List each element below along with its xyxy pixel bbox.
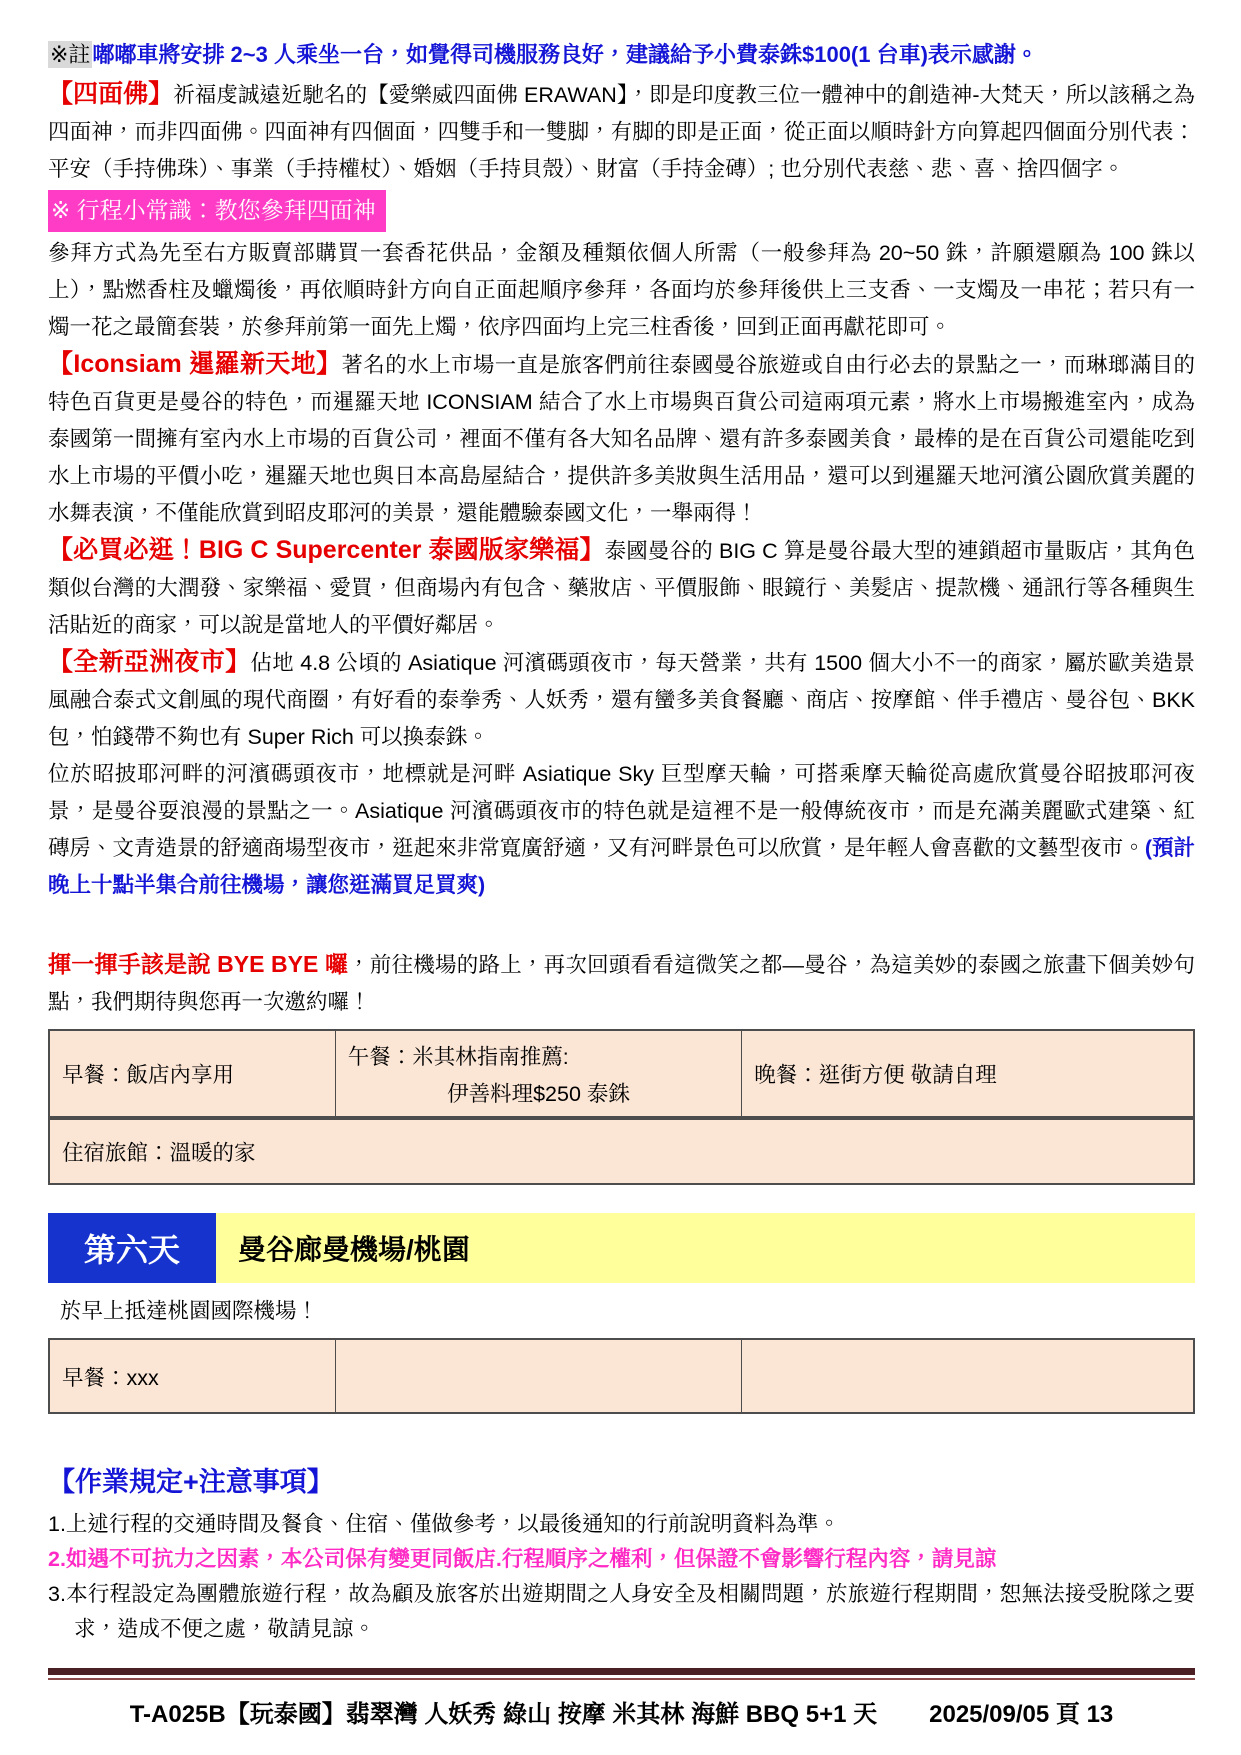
farewell-body: ，前往機場的路上，再次回頭看看這微笑之都—曼谷，為這美妙的泰國之旅畫下個美妙句點，我們期待與您再一次邀約囉！ — [48, 953, 1195, 1014]
asiatique-title: 【全新亞洲夜市】 — [48, 648, 251, 676]
dinner-cell: 晚餐：逛街方便 敬請自理 — [742, 1030, 1194, 1118]
bigc-paragraph — [48, 532, 1195, 644]
breakfast-cell: 早餐：飯店內享用 — [49, 1030, 335, 1118]
rule-item-1: 1.上述行程的交通時間及餐食、住宿、僅做參考，以最後通知的行前說明資料為準。 — [48, 1512, 840, 1536]
iconsiam-paragraph — [48, 346, 1195, 532]
footer-date: 2025/09/05 — [929, 1701, 1050, 1728]
asiatique-paragraph-1 — [48, 644, 1195, 756]
four-faced-buddha-title: 【四面佛】 — [48, 80, 174, 108]
day6-arrival-text: 於早上抵達桃園國際機場！ — [60, 1299, 319, 1323]
rule-item-2: 2.如遇不可抗力之因素，本公司保有變更同飯店.行程順序之權利，但保證不會影響行程內容，請見諒 — [48, 1547, 997, 1571]
asiatique-paragraph-2 — [48, 756, 1195, 904]
day6-breakfast-cell: 早餐：xxx — [49, 1339, 335, 1413]
bigc-body: 泰國曼谷的 BIG C 算是曼谷最大型的連鎖超市量販店，其角色類似台灣的大潤發、家樂福、愛買，但商場內有包含、藥妝店、平價服飾、眼鏡行、美髮店、提款機、通訊行等各種與生活貼近的商家，可以說是當地人的平價好鄰居。 — [48, 539, 1195, 637]
footer-tour-code: T-A025B【玩泰國】翡翠灣 人妖秀 綠山 按摩 米其林 海鮮 BBQ 5+1 天 — [129, 1701, 878, 1728]
footer-divider — [48, 1668, 1195, 1680]
day6-meal-table — [48, 1338, 1195, 1414]
lodging-cell: 住宿旅館：溫暖的家 — [49, 1118, 1194, 1184]
lunch-line-2: 伊善料理$250 泰銖 — [447, 1081, 630, 1106]
page-footer — [48, 1668, 1195, 1729]
day6-meal-row — [49, 1339, 1194, 1413]
lunch-line-1: 午餐：米其林指南推薦: — [347, 1044, 569, 1069]
day6-header — [48, 1213, 1195, 1283]
farewell-paragraph — [48, 946, 1195, 1021]
tip-highlight-line — [48, 190, 1195, 232]
asiatique-body-2: 位於昭披耶河畔的河濱碼頭夜市，地標就是河畔 Asiatique Sky 巨型摩天輪，可搭乘摩天輪從高處欣賞曼谷昭披耶河夜景，是曼谷耍浪漫的景點之一。Asiatique 河濱碼頭夜市的特色就是這裡不是一般傳統夜市，而是充滿美麗歐式建築、紅磚房、文青造景的舒適商場型夜市，逛起來非常寬廣舒適，又有河畔景色可以欣賞，是年輕人會喜歡的文藝型夜市。 — [48, 762, 1195, 860]
lunch-cell — [335, 1030, 741, 1118]
four-faced-buddha-paragraph — [48, 76, 1195, 188]
footer-page-number: 頁 13 — [1055, 1701, 1114, 1728]
worship-instructions-paragraph: 參拜方式為先至右方販賣部購買一套香花供品，金額及種類依個人所需（一般參拜為 20~50 銖，許願還願為 100 銖以上），點燃香柱及蠟燭後，再依順時針方向自正面起順序參拜，各面均於參拜後供上三支香、一支燭及一串花；若只有一燭一花之最簡套裝，於參拜前第一面先上燭，依序四面均上完三柱香後，回到正面再獻花即可。 — [48, 241, 1195, 339]
tuktuk-tip-text: 嘟嘟車將安排 2~3 人乘坐一台，如覺得司機服務良好，建議給予小費泰銖$100(1 台車)表示感謝。 — [92, 42, 1038, 67]
footer-date-page — [929, 1694, 1113, 1729]
rule-item-3: 3.本行程設定為團體旅遊行程，故為顧及旅客於出遊期間之人身安全及相關問題，於旅遊行程期間，恕無法接受脫隊之要求，造成不便之處，敬請見諒。 — [48, 1582, 1195, 1641]
day6-route-title: 曼谷廊曼機場/桃園 — [216, 1213, 1195, 1283]
day6-lunch-cell — [335, 1339, 741, 1413]
note-marker: ※註 — [50, 42, 91, 67]
lodging-row — [49, 1118, 1194, 1184]
farewell-lead: 揮一揮手該是說 BYE BYE 囉 — [48, 951, 349, 977]
day5-meal-table — [48, 1029, 1195, 1185]
day6-dinner-cell — [742, 1339, 1194, 1413]
four-faced-buddha-body: 祈福虔誠遠近馳名的【愛樂威四面佛 ERAWAN】，即是印度教三位一體神中的創造神-大梵天，所以該稱之為四面神，而非四面佛。四面神有四個面，四雙手和一雙脚，有脚的即是正面，從正面以順時針方向算起四個面分別代表：平安（手持佛珠）、事業（手持權杖）、婚姻（手持貝殼）、財富（手持金磚）; 也分別代表慈、悲、喜、捨四個字。 — [48, 83, 1195, 181]
bigc-title: 【必買必逛！BIG C Supercenter 泰國版家樂福】 — [48, 536, 605, 564]
day6-badge: 第六天 — [48, 1213, 216, 1283]
airport-meetup-note: (預計晚上十點半集合前往機場，讓您逛滿買足買爽) — [48, 836, 1195, 897]
rules-section-title: 【作業規定+注意事項】 — [48, 1467, 334, 1497]
footer-text — [48, 1694, 1195, 1729]
asiatique-body-1: 佔地 4.8 公頃的 Asiatique 河濱碼頭夜市，每天營業，共有 1500 個大小不一的商家，屬於歐美造景風融合泰式文創風的現代商圈，有好看的泰拳秀、人妖秀，還有蠻多美食餐廳、商店、按摩館、伴手禮店、曼谷包、BKK 包，怕錢帶不夠也有 Super Rich 可以換泰銖。 — [48, 651, 1195, 749]
iconsiam-body: 著名的水上市場一直是旅客們前往泰國曼谷旅遊或自由行必去的景點之一，而琳瑯滿目的特色百貨更是曼谷的特色，而暹羅天地 ICONSIAM 結合了水上市場與百貨公司這兩項元素，將水上市場搬進室內，成為泰國第一間擁有室內水上市場的百貨公司，裡面不僅有各大知名品牌、還有許多泰國美食，最棒的是在百貨公司還能吃到水上市場的平價小吃，暹羅天地也與日本高島屋結合，提供許多美妝與生活用品，還可以到暹羅天地河濱公園欣賞美麗的水舞表演，不僅能欣賞到昭皮耶河的美景，還能體驗泰國文化，一舉兩得！ — [48, 353, 1195, 525]
meal-row — [49, 1030, 1194, 1118]
tip-highlight-text: ※ 行程小常識：教您參拜四面神 — [48, 190, 386, 232]
tuktuk-tip-note — [48, 38, 1195, 72]
iconsiam-title: 【Iconsiam 暹羅新天地】 — [48, 350, 342, 378]
